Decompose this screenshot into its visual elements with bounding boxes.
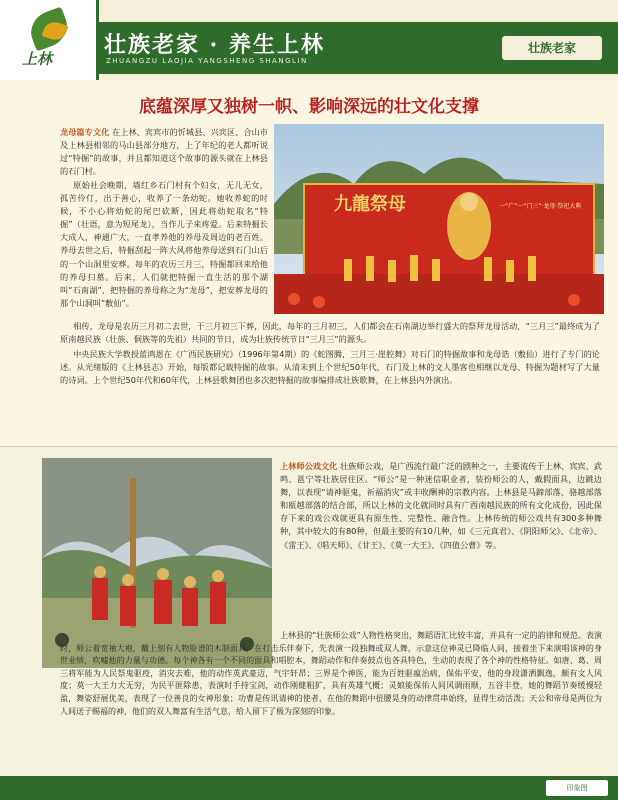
section1-paragraph1 [60,126,268,178]
magazine-pinyin: ZHUANGZU LAOJIA YANGSHENG SHANGLIN [106,57,308,65]
logo-text: 上林 [22,50,53,68]
section1-paragraph2: 原始社会晚期，墙红乡石门村有个妇女，无儿无女，孤苦伶仃，出于善心，收养了一条幼蛇。她收养蛇的时候，不小心将幼蛇的尾巴砍断，因此将幼蛇取名“特掘”（壮语，意为短尾龙），当作儿子来疼爱。后来特掘长大成人，神通广大，一直孝养他的养母及周边的老百姓。养母去世之后，特掘刮起一阵大风将他养母送到石门山后的一个山洞里安葬。每年的农历三月三，特掘都回来给他的养母扫墓。后来，人们就把特掘一直生活的那个湖叫“石南湖”，把特掘的养母称之为“龙母”，把安葬龙母的那个山洞叫“敷仙”。 [60,180,268,308]
section-divider [0,446,618,447]
section1-paragraph1-text: 在上林、宾宾市的忻城县、兴宾区、合山市及上林县相邻的马山县部分地方，上了年纪的老人都听说过“特掘”的故事，并且都知道这个故事的源头就在上林县的石门村。 [60,127,268,177]
section1-paragraph4: 中央民族大学教授蓝鸿恩在《广西民族研究》（1996年第4期）的《蛇图腾，三月三·崖腔舞》对石门的特掘故事和龙母诰（敷仙）进行了专门的论述。从光绪版的《上林县志》开始，每版都记载特掘的故事。从清末到上个世纪50年代，石门及上林的文人墨客也相继以龙母、特掘为题材写了大量的诗词。上个世纪50年代和60年代，上林县歌舞团也多次把特掘的故事编排成壮族歌舞，在上林县内外演出。 [60,349,600,386]
logo [0,0,99,80]
article-title: 底蕴深厚又独树一帜、影响深远的壮文化支撑 [139,97,479,117]
banner-subtext: 一“广”一“门三”·龙母·祭祀大典 [499,203,582,210]
section2-lead: 上林师公戏文化 [280,461,338,471]
section2-paragraph2: 上林县的“壮族师公戏”人物性格突出，舞蹈语汇比较丰富，并具有一定的韵律和规范。表演时，师公着宽袖大袍，戴上刻有人物脸谱的木制面具，在打击乐伴奏下，先表演一段独舞或双人舞，示意这位神灵已降临人间，接着坐下来演唱该神的身世业绩，吹嘘他的力量与功德。每个神各有一个不同的面具和唱腔本，舞蹈动作和伴奏鼓点也各具特色，生动的表现了各个神的性格特征。如唐、葛、周三将军能为人民祭鬼驱疫，消灾去难，他的动作英武豪迈，气宇轩昂；三界是个神医，能为百姓驱瘟治病，保佑平安，他的身段潇洒飘逸，颇有文人风度；莫一大王力大无穷，为民平匪除患，表演时手持宝剑，动作刚健粗犷，具有英雄气概；灵娘能保佑人间风调雨顺，五谷丰登，她的舞蹈节奏缓慢轻盈，舞姿舒展优美，表现了一位善良的女神形象；功曹是传讯请神的使者，在他的舞蹈中扭腰晃身的动律贯串始终，显得生动活泼；天公和帝母是两位为人间送子赐福的神，他们的双人舞富有生活气息，给人留下了极为深刻的印象。 [60,631,602,716]
section2-paragraph1-text: 壮族师公戏，是广西流行最广泛的剧种之一，主要流传于上林、宾宾、武鸣、邕宁等壮族居住区。“师公”是一种迷信职业者，装扮师公的人，戴假面具，边跳边舞，以表现“请神驱鬼，祈福消灾”或丰收酬神的宗教内容。上林县是马蹄部落、骆越部落和瓯越部落的结合部，所以上林的文化就同时具有广西南越民族的所有文化成份，因此保存下来的戏公戏就更具有原生性、完整性、融合性。上林传统的师公戏共有300多种舞种，其中较大的有80种，但最主要的有10几种，如《三元真君》、《阴阳师父》、《北帝》、《雷王》、《唱天师》、《甘王》、《莫一大王》、《四值公曹》等。 [280,461,602,550]
festival-photo-illustration [274,124,604,314]
footer-logo: 印象图 [546,780,608,796]
section1-paragraph3: 相传，龙母是农历三月初二去世，于三月初三下葬，因此，每年的三月初三，人们都会在石南湖边举行盛大的祭拜龙母活动，“三月三”最终成为了原南越民族（壮族、侗族等的先祖）共同的节日，成为壮族传统节日“三月三”的源头。 [60,321,600,345]
magazine-title: 壮族老家 · 养生上林 [104,32,325,58]
section1-lead: 龙母篇专文化 [60,127,110,137]
section2-paragraph1 [280,460,602,552]
footer-bar [0,776,618,800]
festival-photo [274,124,604,314]
section-tag: 壮族老家 [502,36,602,60]
banner-text: 九龍祭母 [334,194,406,215]
